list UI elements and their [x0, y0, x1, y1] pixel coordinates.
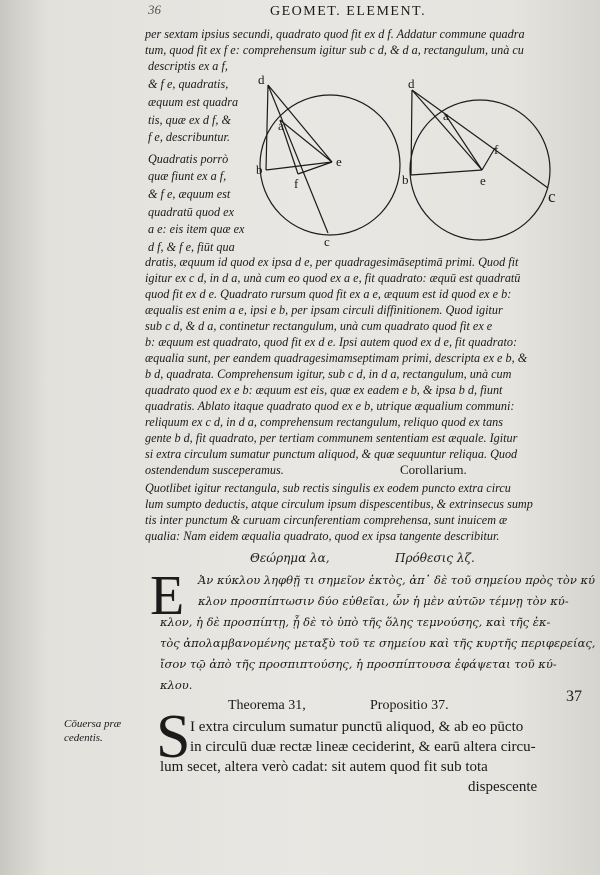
right-tangent — [411, 90, 412, 175]
latin-line: lum secet, altera verò cadat: sit autem quod fit sub tota — [160, 759, 488, 775]
fig-label: f — [294, 176, 299, 191]
text-line: tum, quod fit ex f e: comprehensum igitur sub c d, & d a, rectangulum, unà cu — [145, 43, 524, 57]
margin-number: 37 — [566, 688, 582, 705]
text-line: gente b d, fit quadrato, per tertiam communem sententiam est æquale. Igitur — [145, 431, 518, 445]
greek-line: ἴσον τῷ ἀπὸ τῆς προσπιπτούσης, ἡ προσπίπτουσα ἐφάψεται τοῦ κύ- — [160, 657, 557, 671]
text-line: tis inter punctum & curuam circunferentiam comprehensa, sunt inuicem æ — [145, 513, 508, 527]
text-line: Quotlibet igitur rectangula, sub rectis singulis ex eodem puncto extra circu — [145, 481, 511, 495]
text-line: b d, quadrata. Comprehensum igitur, sub c d, in d a, rectangulum, unà cum — [145, 367, 512, 381]
latin-drop-cap: S — [156, 703, 191, 771]
text-line: qualia: Nam eidem æqualia quadrato, quod ex ipsa tangente describitur. — [145, 529, 500, 543]
text-line: f e, describuntur. — [148, 130, 230, 144]
left-tangent — [266, 85, 268, 170]
text-line: descriptis ex a f, — [148, 59, 228, 73]
greek-line: κλον, ἡ δὲ προσπίπτῃ, ᾖ δὲ τὸ ὑπὸ τῆς ὅλης τεμνούσης, καὶ τῆς ἐκ- — [160, 615, 551, 629]
text-line: quod fit ex d e. Quadrato rursum quod fit ex a e, æquum est id quod ex e b: — [145, 287, 512, 301]
fig-label: a — [443, 108, 449, 123]
latin-line: in circulū duæ rectæ lineæ ceciderint, & earū altera circu- — [190, 739, 536, 755]
fig-label: b — [256, 162, 263, 177]
text-line: b: æquum est quadrato, quod fit ex d e. Ipsi autem quod ex d e, fit quadrato: — [145, 335, 518, 349]
fig-label: a — [278, 118, 284, 133]
text-line: si extra circulum sumatur punctum aliquod, & quæ sequuntur reliqua. Quod — [145, 447, 518, 461]
text-line: tis, quæ ex d f, & — [148, 113, 231, 127]
fig-label: d — [408, 76, 415, 91]
greek-line: Ἀν κύκλου ληφθῇ τι σημεῖον ἐκτὸς, ἀπ᾽ δὲ τοῦ σημείου πρὸς τὸν κύ — [198, 573, 596, 587]
text-line: æqualia sunt, per eandem quadragesimamseptimam primi, descripta ex e b, & — [145, 351, 528, 365]
fig-label: d — [258, 72, 265, 87]
text-line: quæ fiunt ex a f, — [148, 169, 227, 183]
fig-label: b — [402, 172, 409, 187]
text-line: a e: eis item quæ ex — [148, 222, 245, 236]
text-line: quadratis. Ablato itaque quadrato quod ex e b, utrique æqualium communi: — [145, 399, 515, 413]
text-line: quadrato quod ex e b: æquum est eis, quæ ex eadem e b, & ipsa b d, fiunt — [145, 383, 503, 397]
text-line: igitur ex c d, in d a, unà cum eo quod ex a e, fit quadrato: æquū est quadratū — [145, 271, 521, 285]
fig-label: c — [548, 187, 556, 206]
corollary-heading: Corollarium. — [400, 462, 467, 477]
greek-line: κλον προσπίπτωσιν δύο εὐθεῖαι, ὧν ἡ μὲν αὐτῶν τέμνῃ τὸν κύ- — [198, 594, 569, 608]
text-line: sub c d, & d a, continetur rectangulum, unà cum quadrato quod fit ex e — [145, 319, 493, 333]
greek-line: τὸς ἀπολαμβανομένης μεταξὺ τοῦ τε σημείου καὶ τῆς κυρτῆς περιφερείας, — [160, 636, 596, 650]
margin-note: Cōuersa præ — [64, 718, 122, 730]
fig-label: e — [336, 154, 342, 169]
greek-proposition-heading: Πρόθεσις λζ. — [395, 551, 475, 565]
latin-theorem-heading: Theorema 31, — [228, 698, 306, 713]
text-line: quadratū quod ex — [148, 205, 234, 219]
text-line: reliquum ex c d, in d a, comprehensum rectangulum, reliquo quod ex tans — [145, 415, 503, 429]
text-line: Quadratis porrò — [148, 152, 229, 166]
greek-drop-cap: E — [150, 565, 185, 627]
page-number: 36 — [148, 2, 161, 17]
text-line: d f, & f e, fiūt qua — [148, 240, 235, 254]
text-line: & f e, æquum est — [148, 187, 231, 201]
text-line: æquum est quadra — [148, 95, 239, 109]
text-line: & f e, quadratis, — [148, 77, 229, 91]
text-line: dratis, æquum id quod ex ipsa d e, per quadragesimāseptimā primi. Quod fit — [145, 255, 519, 269]
greek-theorem-heading: Θεώρημα λα, — [250, 551, 330, 565]
text-line: ostendendum susceperamus. — [145, 463, 284, 477]
margin-note: cedentis. — [64, 732, 103, 744]
latin-line: I extra circulum sumatur punctū aliquod, & ab eo pūcto — [190, 719, 524, 735]
latin-proposition-heading: Propositio 37. — [370, 698, 449, 713]
greek-line: κλου. — [160, 678, 193, 692]
text-line: lum sumpto deductis, atque circulum ipsum dispescentibus, & extrinsecus sump — [145, 497, 533, 511]
fig-label: e — [480, 173, 486, 188]
geometry-figures — [250, 70, 570, 250]
text-line: per sextam ipsius secundi, quadrato quod fit ex d f. Addatur commune quadra — [145, 27, 525, 41]
running-head: GEOMET. ELEMENT. — [270, 4, 427, 19]
latin-line: dispescente — [468, 779, 538, 795]
fig-label: c — [324, 234, 330, 249]
text-line: æqualis est enim a e, ipsi e b, per ipsam circuli diffinitionem. Quod igitur — [145, 303, 503, 317]
fig-label: f — [494, 142, 499, 157]
